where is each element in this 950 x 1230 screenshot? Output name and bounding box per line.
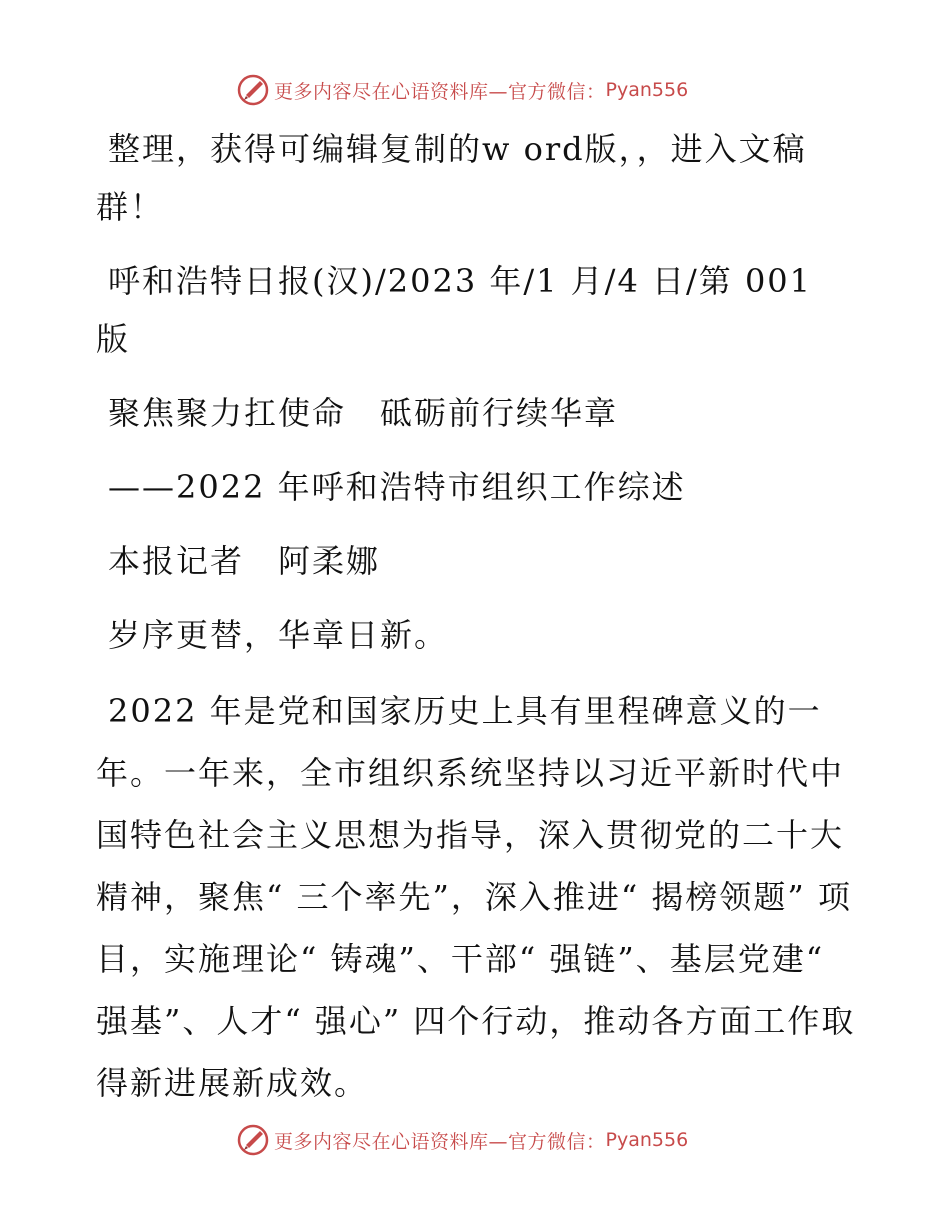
brand-logo-icon [236,1123,270,1157]
article-byline: 本报记者 阿柔娜 [108,542,381,580]
paragraph-body: 2022 年是党和国家历史上具有里程碑意义的一年。一年来，全市组织系统坚持以习近平新时代中国特色社会主义思想为指导，深入贯彻党的二十大精神，聚焦“ 三个率先”，深入推进“ 揭榜领题” 项目，实施理论“ 铸魂”、干部“ 强链”、基层党建“ 强基”、人才“ 强心” 四个行动，推动各方面工作取得新进展新成效。 [96,692,856,1102]
paragraph-intro-note: 整理，获得可编辑复制的w ord版，，进入文稿群！ [96,130,807,226]
watermark-handle: Pyan556 [605,1129,689,1151]
watermark-text: 更多内容尽在心语资料库—官方微信： [274,80,606,103]
paragraph-source-line: 呼和浩特日报(汉)/2023 年/1 月/4 日/第 001 版 [96,262,813,358]
document-body [96,120,856,1130]
brand-logo-icon [236,73,270,107]
article-subtitle: ——2022 年呼和浩特市组织工作综述 [108,468,686,506]
paragraph-lead: 岁序更替，华章日新。 [108,616,449,654]
article-title: 聚焦聚力扛使命 砥砺前行续华章 [108,394,619,432]
watermark-handle: Pyan556 [605,79,689,101]
watermark-header [236,70,756,110]
watermark-text: 更多内容尽在心语资料库—官方微信： [274,1130,606,1153]
watermark-footer [236,1120,756,1160]
